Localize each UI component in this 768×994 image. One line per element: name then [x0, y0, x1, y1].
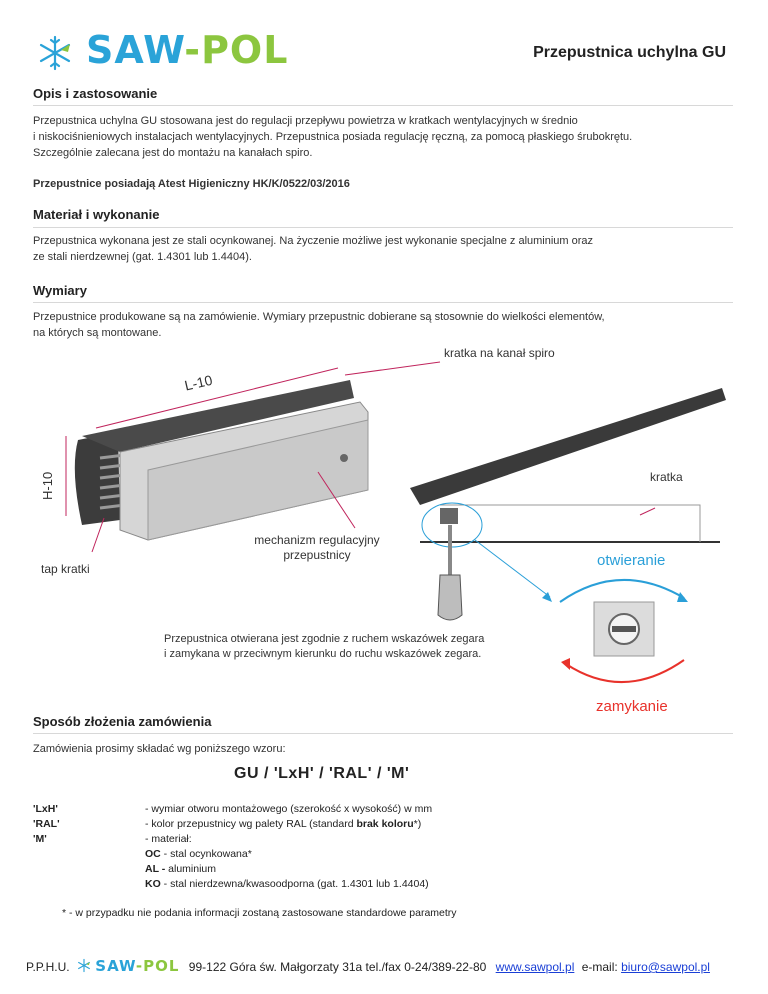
footnote: * - w przypadku nie podania informacji zostaną zastosowane standardowe parametry — [62, 907, 457, 919]
opis-text: Przepustnica uchylna GU stosowana jest do regulacji przepływu powietrza w kratkach wentylacyjnych w średnio i niskociśnieniowych instalacjach wentylacyjnych. Przepustnica posiada regulację ręczną, za pomocą płaskiego śrubokrętu. Szczególnie zalecana jest do montażu na kanałach spiro. — [33, 115, 633, 159]
material-text: Przepustnica wykonana jest ze stali ocynkowanej. Na życzenie możliwe jest wykonanie specjalne z aluminium oraz ze stali nierdzewnej (gat. 1.4301 lub 1.4404). — [33, 235, 594, 263]
section-heading-material: Materiał i wykonanie — [33, 207, 160, 222]
logo: SAW-POL — [86, 28, 289, 72]
grille-section — [410, 388, 726, 505]
email-link[interactable]: biuro@sawpol.pl — [621, 960, 710, 974]
label-h: H-10 — [40, 471, 55, 500]
atest-text: Przepustnice posiadają Atest Higieniczny HK/K/0522/03/2016 — [33, 178, 350, 190]
divider — [33, 302, 733, 303]
damper-diagram — [0, 340, 768, 720]
label-mechanism: mechanizm regulacyjny przepustnicy — [254, 533, 380, 562]
order-intro: Zamówienia prosimy składać wg poniższego wzoru: — [33, 743, 286, 755]
label-close: zamykanie — [596, 698, 668, 715]
footer: P.P.H.U. SAW-POL 99-122 Góra św. Małgorzaty 31a tel./fax 0-24/389-22-80 www.sawpol.pl e-mail: biuro@sawpol.pl — [26, 957, 710, 975]
label-l: L-10 — [183, 371, 214, 394]
order-keys: 'LxH' 'RAL' 'M' — [33, 803, 60, 845]
divider — [33, 105, 733, 106]
order-descriptions: - wymiar otworu montażowego (szerokość x wysokość) w mm - kolor przepustnicy wg palety RAL (standard brak koloru*) - materiał: OC - stal ocynkowana* AL - aluminium KO - stal nierdzewna/kwasoodporna (gat. 1.4301 lub 1.4404) — [145, 803, 433, 890]
order-formula: GU / 'LxH' / 'RAL' / 'M' — [234, 765, 410, 782]
footer-logo: SAW-POL — [95, 957, 180, 975]
section-heading-opis: Opis i zastosowanie — [33, 86, 158, 101]
label-spiro: kratka na kanał spiro — [444, 346, 555, 360]
snowflake-icon — [34, 34, 76, 72]
section-heading-wymiary: Wymiary — [33, 283, 87, 298]
snowflake-icon — [76, 958, 92, 973]
label-open: otwieranie — [597, 552, 666, 569]
adjust-screw — [340, 454, 348, 462]
rotation-note: Przepustnica otwierana jest zgodnie z ruchem wskazówek zegara i zamykana w przeciwnym kierunku do ruchu wskazówek zegara. — [164, 633, 485, 660]
section-heading-zamowienie: Sposób złożenia zamówienia — [33, 714, 212, 729]
label-kratka: kratka — [650, 470, 683, 484]
open-arrow — [560, 580, 684, 602]
divider — [33, 227, 733, 228]
close-arrow — [566, 660, 684, 682]
screwdriver-shaft — [448, 525, 452, 575]
wymiary-text: Przepustnice produkowane są na zamówienie. Wymiary przepustnic dobierane są stosownie do wielkości elementów, na których są montowane. — [33, 311, 605, 339]
divider — [33, 733, 733, 734]
header — [0, 0, 768, 80]
website-link[interactable]: www.sawpol.pl — [495, 960, 575, 974]
screwdriver-handle — [438, 575, 462, 620]
page-title: Przepustnica uchylna GU — [533, 44, 726, 61]
label-tap: tap kratki — [41, 562, 90, 576]
